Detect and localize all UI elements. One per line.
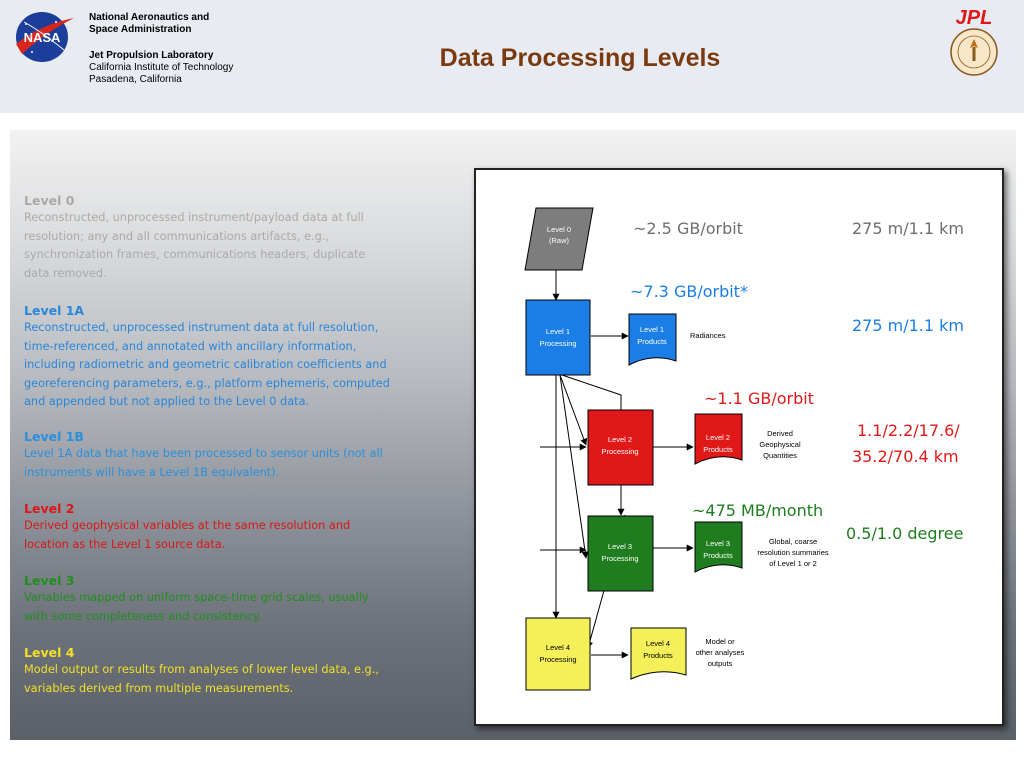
level-1b-heading: Level 1B xyxy=(24,429,84,444)
svg-text:Model or: Model or xyxy=(705,637,735,646)
nasa-logo-text: NASA xyxy=(23,30,61,45)
level-4-products-node xyxy=(631,628,686,679)
level-3-products-label-2: Products xyxy=(703,551,733,560)
level-1-processing-node xyxy=(526,300,590,375)
level-2-text: Derived geophysical variables at the same resolution and location as the Level 1 source data. xyxy=(24,519,351,551)
level-1-resolution: 275 m/1.1 km xyxy=(852,316,964,335)
level-4-products-note xyxy=(696,637,745,668)
level-2-products-note xyxy=(759,429,801,460)
level-4-products-label-2: Products xyxy=(643,651,673,660)
level-2-products-node xyxy=(695,414,742,464)
level-2-processing-node xyxy=(588,410,653,485)
level-3-data-volume: ~475 MB/month xyxy=(692,501,824,520)
level-4-processing-label-2: Processing xyxy=(539,655,577,664)
level-1-data-volume: ~7.3 GB/orbit* xyxy=(630,282,748,301)
level-1b-text: Level 1A data that have been processed to sensor units (not all instruments will have a Level 1B equivalent). xyxy=(24,447,383,479)
level-3-processing-label-2: Processing xyxy=(601,554,639,563)
level-2-products-label-1: Level 2 xyxy=(705,433,731,442)
svg-text:Geophysical: Geophysical xyxy=(759,440,801,449)
level-0-description xyxy=(24,193,449,283)
level-0-raw-node xyxy=(525,208,593,270)
level-0-resolution: 275 m/1.1 km xyxy=(852,219,964,238)
svg-text:Quantities: Quantities xyxy=(763,451,797,460)
lab-name: Jet Propulsion Laboratory xyxy=(89,50,214,61)
nasa-logo xyxy=(12,10,76,64)
level-3-processing-node xyxy=(588,516,653,591)
level-1-products-label-2: Products xyxy=(637,337,667,346)
level-0-raw-label-1: Level 0 xyxy=(546,225,572,234)
level-1a-text: Reconstructed, unprocessed instrument data at full resolution, time-referenced, and annotated with ancillary information, including radiometric and geometric calibration coefficients and georeferencing parameters, e.g., platform ephemeris, computed and appended but not applied to the Level 0 data. xyxy=(24,321,390,408)
level-4-heading: Level 4 xyxy=(24,645,75,660)
agency-line-2: Space Administration xyxy=(89,24,192,35)
organization-block xyxy=(89,12,233,86)
level-2-processing-label-2: Processing xyxy=(601,447,639,456)
slide-title: Data Processing Levels xyxy=(439,44,721,72)
level-1-processing-label-1: Level 1 xyxy=(545,327,571,336)
level-4-description xyxy=(24,645,449,698)
svg-text:of Level 1 or 2: of Level 1 or 2 xyxy=(769,559,817,568)
level-3-processing-label-1: Level 3 xyxy=(607,542,633,551)
svg-text:outputs: outputs xyxy=(707,659,733,668)
slide-header xyxy=(0,0,1024,113)
level-2-heading: Level 2 xyxy=(24,501,75,516)
svg-text:Global, coarse: Global, coarse xyxy=(768,537,818,546)
institution-name: California Institute of Technology xyxy=(89,62,234,73)
level-0-data-volume: ~2.5 GB/orbit xyxy=(633,219,743,238)
level-3-products-note xyxy=(757,537,829,568)
level-1a-description xyxy=(24,303,449,412)
svg-text:other analyses: other analyses xyxy=(695,648,745,657)
level-1a-heading: Level 1A xyxy=(24,303,85,318)
level-1-processing-label-2: Processing xyxy=(539,339,577,348)
level-3-text: Variables mapped on uniform space-time grid scales, usually with some completeness and consistency. xyxy=(24,591,369,623)
level-3-heading: Level 3 xyxy=(24,573,75,588)
level-2-products-label-2: Products xyxy=(703,445,733,454)
level-0-raw-label-2: (Raw) xyxy=(549,236,569,245)
level-2-description xyxy=(24,501,449,554)
level-0-heading: Level 0 xyxy=(24,193,75,208)
level-3-description xyxy=(24,573,449,626)
level-2-resolution-line-1: 1.1/2.2/17.6/ xyxy=(857,421,960,440)
level-3-resolution: 0.5/1.0 degree xyxy=(846,524,964,543)
level-2-processing-label-1: Level 2 xyxy=(607,435,633,444)
level-3-products-node xyxy=(695,522,742,572)
city-name: Pasadena, California xyxy=(89,74,182,85)
level-1-products-note: Radiances xyxy=(690,331,726,340)
level-4-processing-label-1: Level 4 xyxy=(545,643,571,652)
level-1-products-node xyxy=(629,314,676,365)
jpl-logo-text: JPL xyxy=(955,7,993,29)
level-1b-description xyxy=(24,429,449,482)
processing-flow-diagram xyxy=(474,168,1004,726)
level-0-text: Reconstructed, unprocessed instrument/payload data at full resolution; any and all communications artifacts, e.g., synchronization frames, communications headers, duplicate data removed. xyxy=(24,211,366,280)
svg-text:Derived: Derived xyxy=(767,429,793,438)
level-4-processing-node xyxy=(526,618,590,690)
svg-text:resolution summaries: resolution summaries xyxy=(757,548,829,557)
level-3-products-label-1: Level 3 xyxy=(705,539,731,548)
level-2-resolution-line-2: 35.2/70.4 km xyxy=(852,447,959,466)
level-4-text: Model output or results from analyses of lower level data, e.g., variables derived from multiple measurements. xyxy=(24,663,379,695)
level-1-products-label-1: Level 1 xyxy=(639,325,665,334)
level-2-data-volume: ~1.1 GB/orbit xyxy=(704,389,814,408)
jpl-logo xyxy=(936,6,1012,82)
level-4-products-label-1: Level 4 xyxy=(645,639,671,648)
agency-line-1: National Aeronautics and xyxy=(89,12,210,23)
